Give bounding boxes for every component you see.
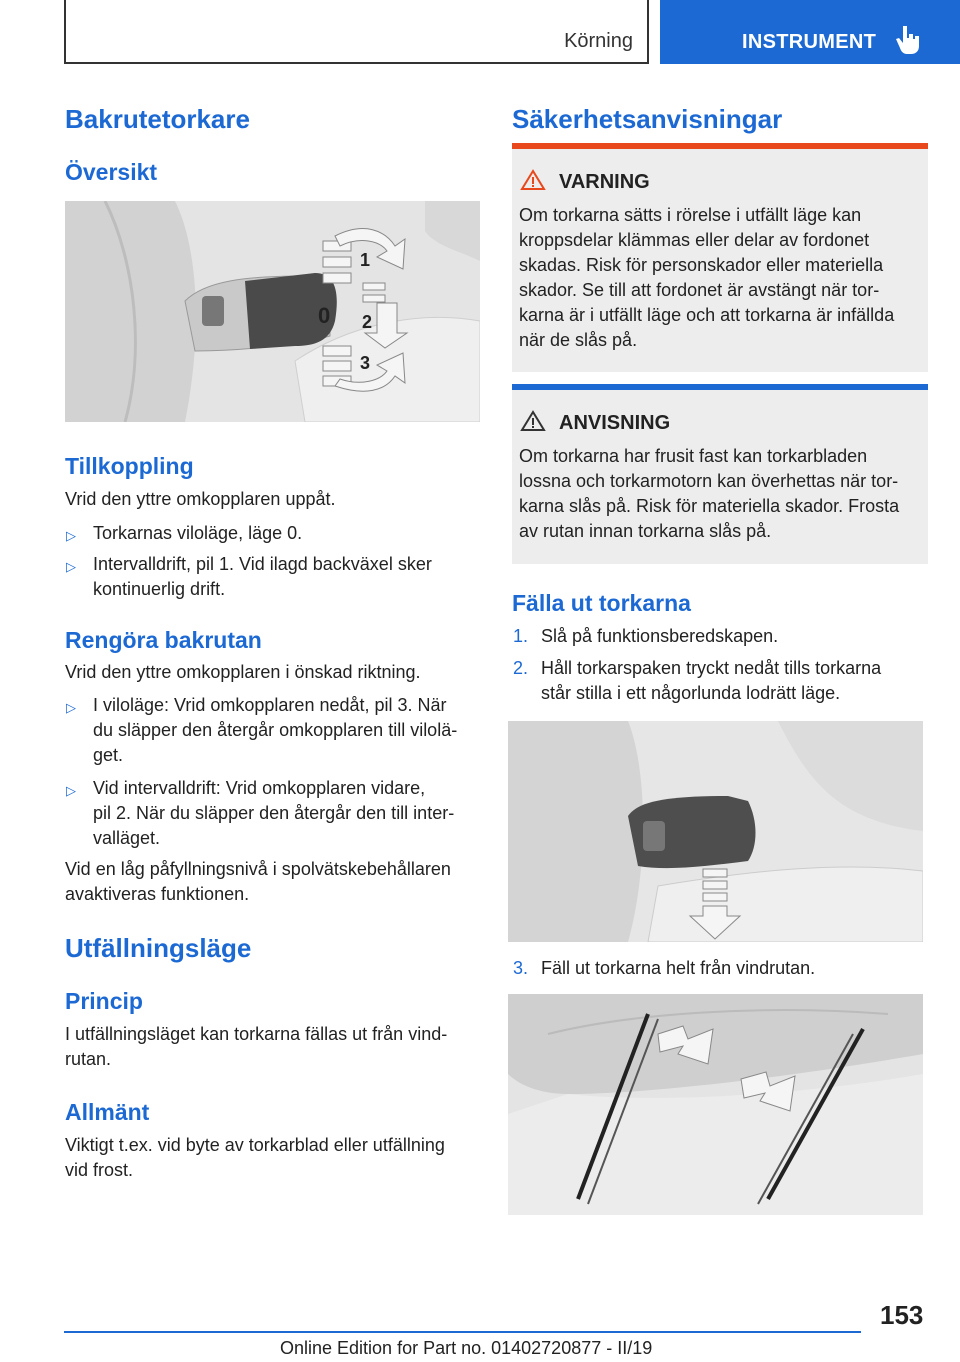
rengora-heading: Rengöra bakrutan xyxy=(65,627,262,653)
header-chapter-label: INSTRUMENT xyxy=(742,31,877,53)
header-section-tab[interactable] xyxy=(64,0,649,64)
list-item: Torkarnas viloläge, läge 0. xyxy=(93,523,303,543)
warning-triangle-icon xyxy=(520,169,546,191)
step-text: Fäll ut torkarna helt från vindrutan. xyxy=(541,958,816,978)
warning-bar xyxy=(512,143,928,149)
arrow-label-2: 2 xyxy=(362,312,373,332)
switch-image xyxy=(65,201,480,422)
notice-title: ANVISNING xyxy=(559,412,671,434)
step-text: Slå på funktionsberedskapen. xyxy=(541,626,779,646)
position-label-0: 0 xyxy=(318,303,331,328)
stalk-push-image xyxy=(508,721,923,942)
allmant-text: Viktigt t.ex. vid byte av torkarblad eller utfällning vid frost. xyxy=(65,1135,445,1180)
falla-heading: Fälla ut torkarna xyxy=(512,590,691,616)
bullet-triangle-icon: ▷ xyxy=(66,528,76,543)
bullet-triangle-icon: ▷ xyxy=(66,783,76,798)
rengora-note: Vid en låg påfyllningsnivå i spolvätskebehållaren avaktiveras funktionen. xyxy=(65,859,451,904)
warning-text: Om torkarna sätts i rörelse i utfällt läge kan kroppsdelar klämmas eller delar av fordonet skadas. Risk för personskador eller materiella skador. Se till att fordonet är avstängt när tor‐ karna är i utfällt läge och att torkarna är infällda när de slås på. xyxy=(519,205,895,350)
bullet-triangle-icon: ▷ xyxy=(66,700,76,715)
tillkoppling-intro: Vrid den yttre omkopplaren uppåt. xyxy=(65,489,336,509)
notice-text: Om torkarna har frusit fast kan torkarbladen lossna och torkarmotorn kan överhettas när tor‐ karna slås på. Risk för materiella skador. Frosta av rutan innan torkarna slås på. xyxy=(519,446,900,541)
allmant-heading: Allmänt xyxy=(65,1099,150,1125)
warning-box xyxy=(512,143,928,372)
header-section-label: Körning xyxy=(564,30,633,52)
princip-text: I utfällningsläget kan torkarna fällas ut från vind‐ rutan. xyxy=(65,1024,448,1069)
notice-bar xyxy=(512,384,928,390)
step-text: Håll torkarspaken tryckt nedåt tills torkarna står stilla i ett någorlunda lodrätt läge. xyxy=(541,658,882,703)
tillkoppling-heading: Tillkoppling xyxy=(65,453,194,479)
list-item: Vid intervalldrift: Vrid omkopplaren vidare, pil 2. När du släpper den återgår den till inter‐ valläget. xyxy=(93,778,455,848)
rengora-intro: Vrid den yttre omkopplaren i önskad riktning. xyxy=(65,662,421,682)
step-number: 3. xyxy=(513,958,529,978)
utfallning-title: Utfällningsläge xyxy=(65,933,252,963)
notice-box xyxy=(512,384,928,564)
arrow-label-1: 1 xyxy=(360,250,371,270)
page-title: Bakrutetorkare xyxy=(65,104,250,134)
footer-edition: Online Edition for Part no. 01402720877 - II/19 xyxy=(280,1338,653,1358)
step-number: 1. xyxy=(513,626,529,646)
safety-title: Säkerhetsanvisningar xyxy=(512,104,783,134)
princip-heading: Princip xyxy=(65,988,143,1014)
page-number: 153 xyxy=(880,1300,924,1330)
footer-rule xyxy=(64,1331,861,1333)
notice-triangle-icon xyxy=(520,410,546,432)
header-chapter-tab[interactable] xyxy=(660,0,960,64)
pointing-hand-icon xyxy=(895,24,921,54)
bullet-triangle-icon: ▷ xyxy=(66,559,76,574)
list-item: Intervalldrift, pil 1. Vid ilagd backväxel sker kontinuerlig drift. xyxy=(93,554,432,599)
arrow-label-3: 3 xyxy=(360,353,371,373)
windscreen-wipers-image xyxy=(508,994,923,1215)
overview-heading: Översikt xyxy=(65,159,158,185)
step-number: 2. xyxy=(513,658,529,678)
list-item: I viloläge: Vrid omkopplaren nedåt, pil 3. När du släpper den återgår omkopplaren till vilolä‐ get. xyxy=(93,695,458,765)
warning-title: VARNING xyxy=(559,171,650,193)
